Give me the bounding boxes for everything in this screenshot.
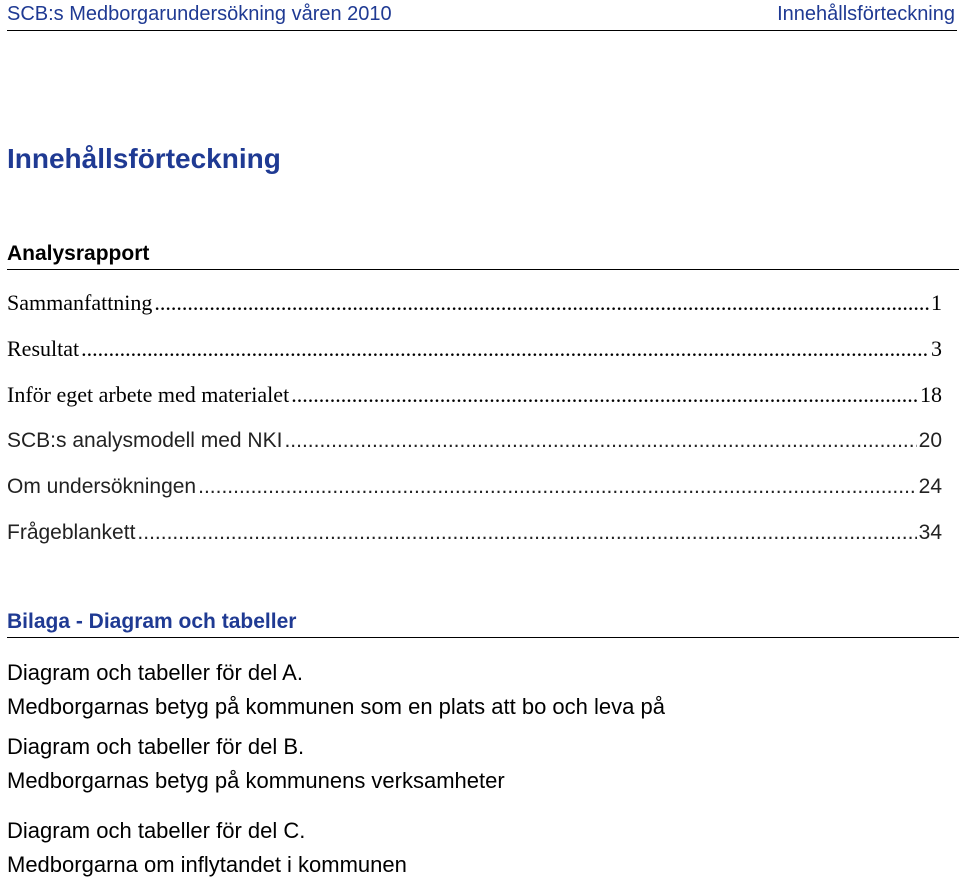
section-heading-bilaga [7, 605, 959, 638]
page-title: Innehållsförteckning [7, 143, 281, 174]
toc-leader-dots [198, 468, 917, 506]
toc-entry-title: SCB:s analysmodell med NKI [7, 429, 283, 452]
appendix-item-a[interactable] [7, 656, 947, 724]
section-heading-label: Analysrapport [7, 242, 150, 265]
toc-entry-title: Om undersökningen [7, 475, 197, 498]
toc-leader-dots [81, 330, 929, 368]
appendix-item-subtitle: Medborgarnas betyg på kommunen som en plats att bo och leva på [7, 694, 665, 719]
header-section-title: Innehållsförteckning [777, 3, 955, 25]
toc-leader-dots [154, 284, 929, 322]
toc-list [7, 284, 942, 560]
toc-entry-title: Resultat [7, 336, 80, 361]
toc-leader-dots [137, 514, 916, 552]
toc-entry-page: 20 [918, 429, 942, 452]
toc-entry[interactable] [7, 514, 942, 560]
section-heading-analysrapport [7, 237, 959, 270]
appendix-item-subtitle: Medborgarna om inflytandet i kommunen [7, 852, 407, 877]
appendix-item-title: Diagram och tabeller för del A. [7, 660, 303, 685]
page-header [7, 0, 957, 31]
toc-entry-page: 18 [920, 382, 942, 407]
toc-entry-page: 24 [918, 475, 942, 498]
toc-entry[interactable] [7, 422, 942, 468]
section-heading-label: Bilaga - Diagram och tabeller [7, 610, 297, 633]
toc-entry-page: 3 [931, 336, 942, 361]
header-report-title: SCB:s Medborgarundersökning våren 2010 [7, 3, 392, 25]
toc-entry[interactable] [7, 330, 942, 376]
toc-entry-page: 1 [931, 290, 942, 315]
toc-entry[interactable] [7, 468, 942, 514]
toc-entry-page: 34 [918, 521, 942, 544]
appendix-item-b[interactable] [7, 730, 947, 798]
toc-entry[interactable] [7, 284, 942, 330]
toc-entry[interactable] [7, 376, 942, 422]
toc-entry-title: Sammanfattning [7, 290, 153, 315]
toc-entry-title: Inför eget arbete med materialet [7, 382, 290, 407]
toc-leader-dots [284, 422, 916, 460]
appendix-item-title: Diagram och tabeller för del B. [7, 734, 305, 759]
appendix-item-c[interactable] [7, 814, 947, 882]
appendix-item-title: Diagram och tabeller för del C. [7, 818, 306, 843]
toc-entry-title: Frågeblankett [7, 521, 136, 544]
toc-leader-dots [291, 376, 918, 414]
appendix-item-subtitle: Medborgarnas betyg på kommunens verksamheter [7, 768, 505, 793]
